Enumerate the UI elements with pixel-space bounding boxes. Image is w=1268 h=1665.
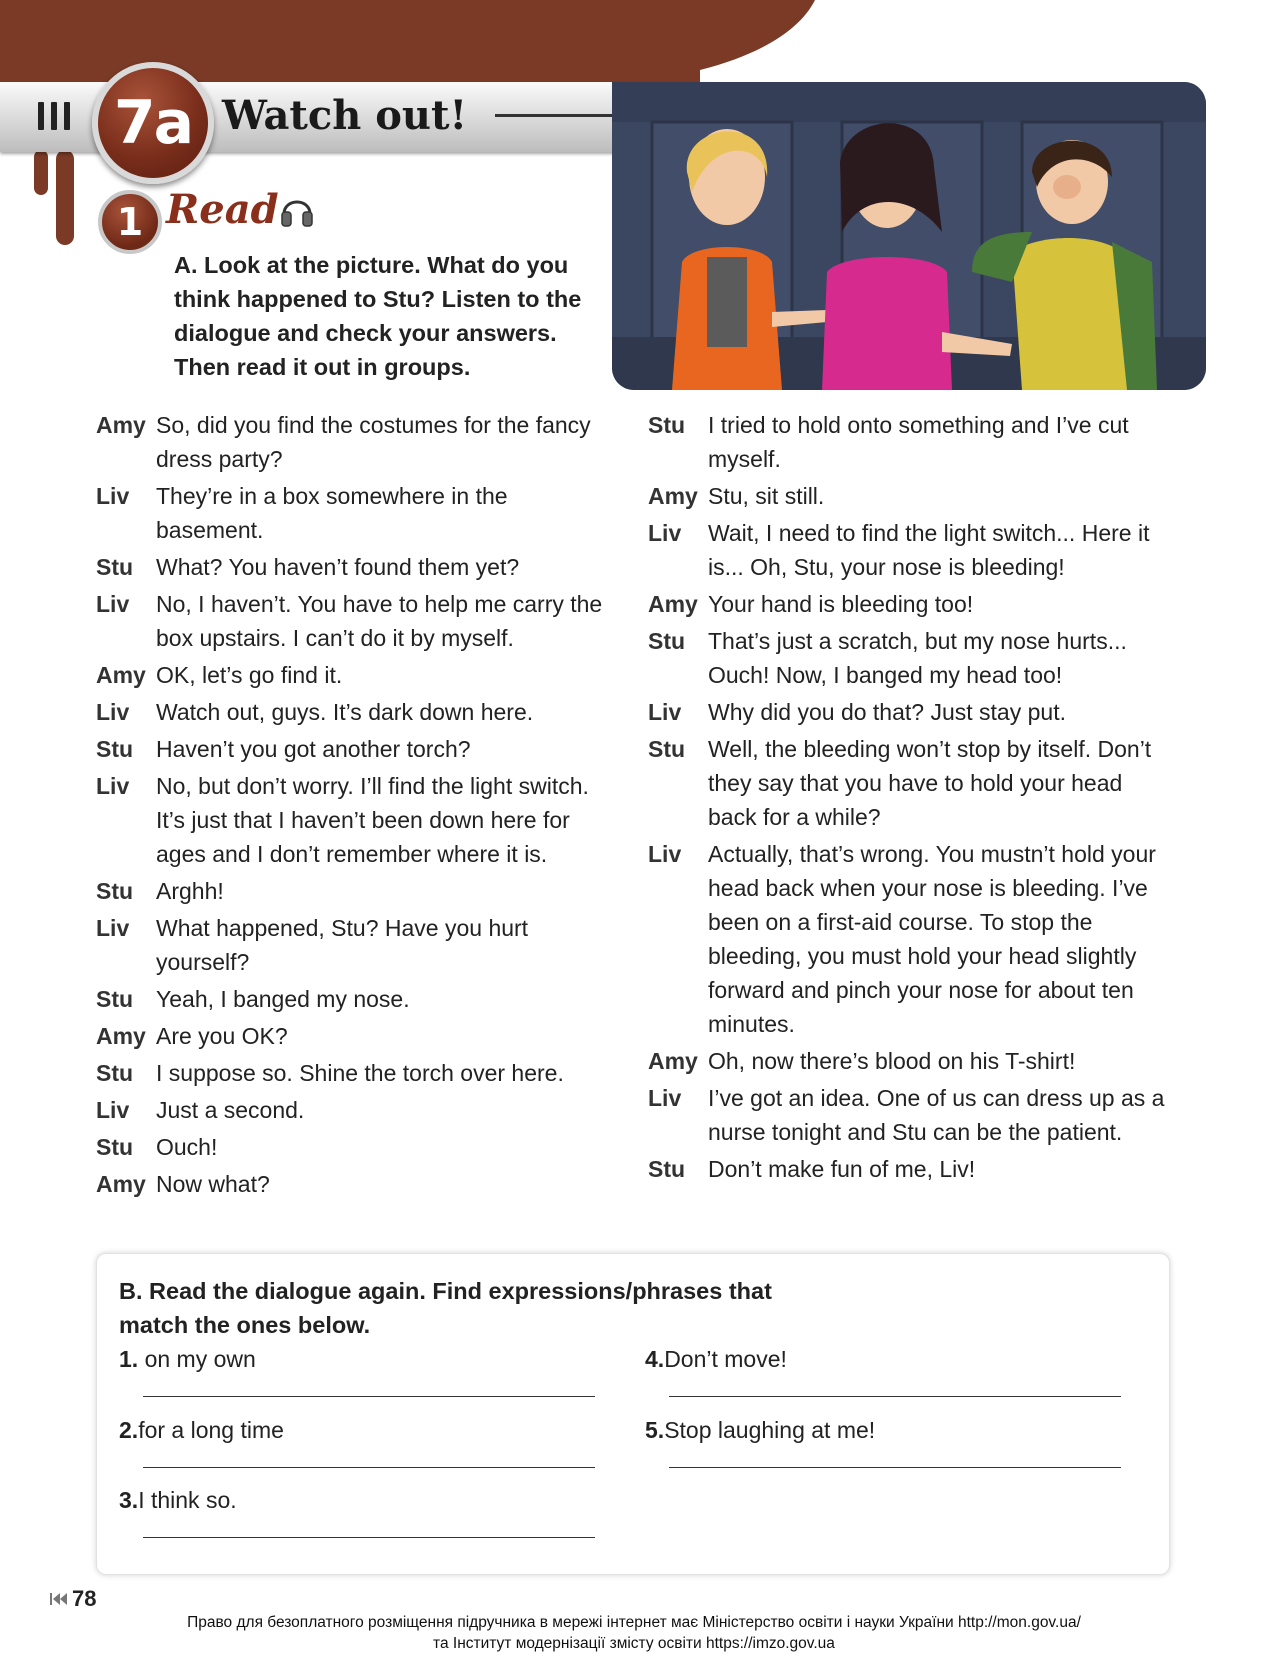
dialogue-line — [96, 982, 616, 1016]
dialogue-text: OK, let’s go find it. — [156, 662, 343, 688]
speaker-name: Liv — [96, 915, 130, 941]
speaker-name: Amy — [648, 483, 698, 509]
dialogue-text: Stu, sit still. — [708, 483, 825, 509]
dialogue-text: Don’t make fun of me, Liv! — [708, 1156, 976, 1182]
speaker-name: Stu — [96, 736, 134, 762]
dialogue-text: I’ve got an idea. One of us can dress up as a nurse tonight and Stu can be the patient. — [708, 1085, 1165, 1145]
dialogue-text: That’s just a scratch, but my nose hurts... Ouch! Now, I banged my head too! — [708, 628, 1127, 688]
dialogue-text: Oh, now there’s blood on his T-shirt! — [708, 1048, 1076, 1074]
dialogue-line — [648, 516, 1168, 584]
item-number: 3. — [119, 1487, 139, 1513]
headphones-icon[interactable] — [280, 192, 314, 228]
speaker-name: Liv — [648, 1085, 682, 1111]
item-number: 2. — [119, 1417, 139, 1443]
page-title: Watch out! — [222, 92, 467, 139]
dialogue-line — [648, 1081, 1168, 1149]
dialogue-text: I suppose so. Shine the torch over here. — [156, 1060, 564, 1086]
footer-line-1: Право для безоплатного розміщення підручника в мережі інтернет має Міністерство освіти і науки України http://mon.gov.ua/ — [187, 1614, 1081, 1631]
footer-line-2: та Інститут модернізації змісту освіти https://imzo.gov.ua — [433, 1635, 835, 1652]
dialogue-text: No, but don’t worry. I’ll find the light switch. It’s just that I haven’t been down here for ages and I don’t remember where it is. — [156, 773, 589, 867]
dialogue-text: Yeah, I banged my nose. — [156, 986, 410, 1012]
dialogue-text: What? You haven’t found them yet? — [156, 554, 520, 580]
dialogue-line — [96, 732, 616, 766]
item-text: I think so. — [138, 1487, 237, 1513]
speaker-name: Liv — [648, 699, 682, 725]
answer-line[interactable] — [669, 1396, 1121, 1397]
dialogue-line — [96, 769, 616, 871]
dialogue-line — [648, 408, 1168, 476]
dialogue-line — [96, 874, 616, 908]
basement-illustration — [612, 82, 1206, 390]
speaker-name: Stu — [96, 878, 134, 904]
task-b-item — [645, 1342, 787, 1376]
dialogue-text: Why did you do that? Just stay put. — [708, 699, 1066, 725]
dialogue-line — [96, 1093, 616, 1127]
dialogue-line — [96, 658, 616, 692]
menu-bars-icon — [38, 102, 70, 130]
item-text: Stop laughing at me! — [664, 1417, 876, 1443]
item-number: 1. — [119, 1346, 139, 1372]
dialogue-text: Your hand is bleeding too! — [708, 591, 974, 617]
dialogue-right-column — [648, 408, 1168, 1189]
dialogue-line — [96, 911, 616, 979]
unit-number: 7a — [113, 88, 193, 158]
dialogue-text: Are you OK? — [156, 1023, 288, 1049]
section-label: Read — [166, 186, 279, 233]
dialogue-text: So, did you find the costumes for the fancy dress party? — [156, 412, 591, 472]
item-number: 5. — [645, 1417, 665, 1443]
dialogue-line — [648, 587, 1168, 621]
task-b-box — [96, 1253, 1170, 1575]
rewind-icon — [50, 1593, 68, 1605]
speaker-name: Stu — [648, 628, 686, 654]
dialogue-line — [96, 1019, 616, 1053]
speaker-name: Liv — [96, 773, 130, 799]
dialogue-text: Haven’t you got another torch? — [156, 736, 471, 762]
answer-line[interactable] — [143, 1537, 595, 1538]
dialogue-line — [96, 550, 616, 584]
dialogue-text: Arghh! — [156, 878, 224, 904]
task-b-item — [119, 1342, 256, 1376]
dialogue-text: Watch out, guys. It’s dark down here. — [156, 699, 534, 725]
dialogue-text: Wait, I need to find the light switch... Here it is... Oh, Stu, your nose is bleeding! — [708, 520, 1150, 580]
speaker-name: Amy — [96, 1023, 146, 1049]
dialogue-text: What happened, Stu? Have you hurt yourself? — [156, 915, 529, 975]
task-a-instruction: A. Look at the picture. What do you think happened to Stu? Listen to the dialogue and check your answers. Then read it out in groups. — [174, 252, 582, 380]
task-b-item — [119, 1413, 284, 1447]
dialogue-text: Well, the bleeding won’t stop by itself. Don’t they say that you have to hold your head back for a while? — [708, 736, 1152, 830]
answer-line[interactable] — [669, 1467, 1121, 1468]
answer-line[interactable] — [143, 1396, 595, 1397]
speaker-name: Amy — [648, 591, 698, 617]
speaker-name: Stu — [648, 736, 686, 762]
dialogue-text: Now what? — [156, 1171, 270, 1197]
dialogue-line — [648, 1044, 1168, 1078]
dialogue-line — [96, 587, 616, 655]
speaker-name: Amy — [648, 1048, 698, 1074]
dialogue-left-column — [96, 408, 616, 1204]
dialogue-text: They’re in a box somewhere in the basement. — [156, 483, 508, 543]
section-number: 1 — [116, 200, 144, 244]
speaker-name: Stu — [648, 412, 686, 438]
speaker-name: Liv — [96, 699, 130, 725]
dialogue-line — [648, 624, 1168, 692]
dialogue-line — [96, 479, 616, 547]
speaker-name: Liv — [648, 520, 682, 546]
speaker-name: Liv — [96, 483, 130, 509]
dialogue-text: I tried to hold onto something and I’ve cut myself. — [708, 412, 1129, 472]
speaker-name: Liv — [648, 841, 682, 867]
dialogue-line — [96, 1167, 616, 1201]
dialogue-line — [648, 1152, 1168, 1186]
dialogue-line — [648, 837, 1168, 1041]
speaker-name: Stu — [96, 554, 134, 580]
dialogue-text: Just a second. — [156, 1097, 305, 1123]
section-number-badge — [98, 190, 162, 254]
dialogue-line — [648, 479, 1168, 513]
page-number-text: 78 — [72, 1586, 97, 1611]
speaker-name: Liv — [96, 1097, 130, 1123]
dialogue-text: Ouch! — [156, 1134, 218, 1160]
speaker-name: Amy — [96, 412, 146, 438]
item-text: on my own — [144, 1346, 256, 1372]
dialogue-line — [96, 408, 616, 476]
task-b-item — [645, 1413, 875, 1447]
speaker-name: Stu — [648, 1156, 686, 1182]
speaker-name: Stu — [96, 986, 134, 1012]
speaker-name: Stu — [96, 1134, 134, 1160]
dialogue-line — [648, 732, 1168, 834]
dialogue-text: No, I haven’t. You have to help me carry the box upstairs. I can’t do it by myself. — [156, 591, 603, 651]
dialogue-line — [648, 695, 1168, 729]
unit-badge — [92, 62, 214, 184]
speaker-name: Amy — [96, 1171, 146, 1197]
dialogue-line — [96, 695, 616, 729]
dialogue-line — [96, 1130, 616, 1164]
page-number — [50, 1586, 96, 1612]
speaker-name: Stu — [96, 1060, 134, 1086]
answer-line[interactable] — [143, 1467, 595, 1468]
item-number: 4. — [645, 1346, 665, 1372]
dialogue-text: Actually, that’s wrong. You mustn’t hold your head back when your nose is bleeding. I’ve been on a first-aid course. To stop the bleeding, you must hold your head slightly forward and pinch your nose for about ten minutes. — [708, 841, 1156, 1037]
copyright-footer — [0, 1612, 1268, 1654]
speaker-name: Amy — [96, 662, 146, 688]
task-b-item — [119, 1483, 237, 1517]
item-text: Don’t move! — [664, 1346, 787, 1372]
task-b-instruction: B. Read the dialogue again. Find expressions/phrases that match the ones below. — [119, 1278, 772, 1338]
item-text: for a long time — [138, 1417, 284, 1443]
speaker-name: Liv — [96, 591, 130, 617]
dialogue-line — [96, 1056, 616, 1090]
